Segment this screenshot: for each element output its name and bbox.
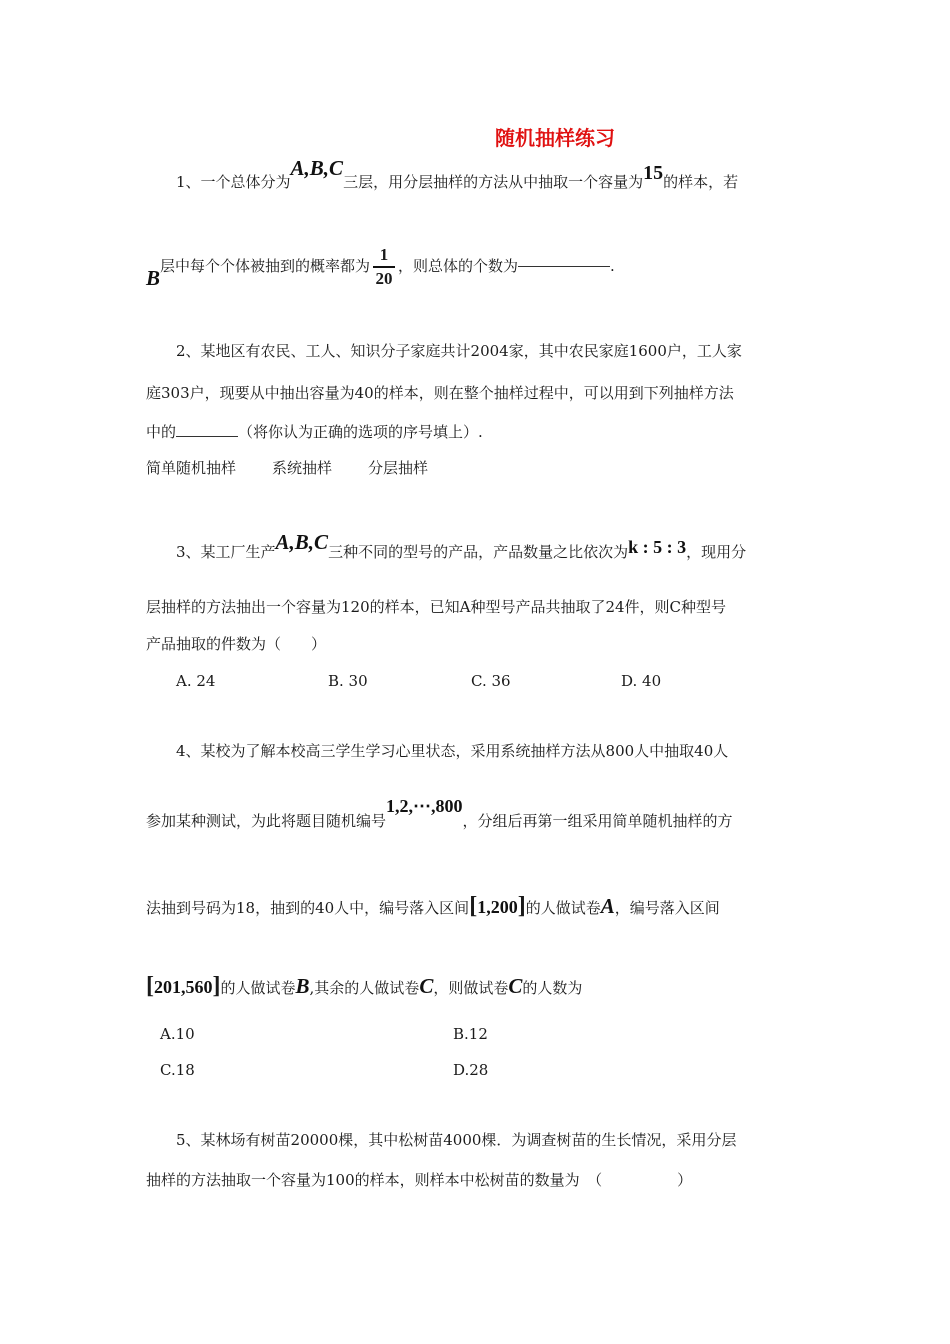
q3-option-c: C. 36	[471, 672, 511, 690]
q1-text: 的样本，若	[663, 173, 739, 191]
q1-frac-numerator: 1	[379, 245, 389, 264]
q4-line-2	[146, 796, 733, 830]
q1-text: .	[610, 257, 615, 276]
q2-option-3: 分层抽样	[368, 459, 429, 477]
q4-text: 法抽到号码为18，抽到的40人中，编号落入区间	[146, 899, 470, 917]
q4-math-interval-2: 201,560	[154, 977, 213, 997]
q4-math-range: 1,2,⋯,800	[386, 796, 463, 816]
q5-line-2: 抽样的方法抽取一个容量为100的样本，则样本中松树苗的数量为 （ ）	[146, 1171, 693, 1189]
q2-answer-blank[interactable]	[176, 436, 238, 437]
q3-option-b: B. 30	[328, 672, 368, 690]
q1-text: 层中每个个体被抽到的概率都为	[160, 257, 371, 276]
q3-text: ，现用分	[686, 543, 747, 561]
q1-text: 三层，用分层抽样的方法从中抽取一个容量为	[343, 173, 644, 191]
interval-bracket: ]	[212, 973, 221, 999]
q3-math-abc: A,B,C	[275, 530, 329, 554]
interval-bracket: [	[146, 973, 154, 999]
interval-bracket: ]	[517, 893, 526, 919]
q4-math-c: C	[419, 974, 434, 998]
q1-math-15: 15	[643, 162, 664, 184]
q3-text: 3、某工厂生产	[176, 543, 276, 561]
q2-line-1: 2、某地区有农民、工人、知识分子家庭共计2004家，其中农民家庭1600户，工人家	[176, 342, 742, 360]
q3-option-a: A. 24	[176, 672, 216, 690]
q4-line-3	[146, 894, 720, 918]
q2-options	[146, 461, 428, 476]
q3-line-3: 产品抽取的件数为（ ）	[146, 635, 327, 653]
q4-text: ，则做试卷	[433, 979, 509, 997]
q1-math-abc: A,B,C	[290, 156, 344, 180]
q1-answer-blank[interactable]	[518, 266, 610, 267]
q4-option-d: D.28	[453, 1061, 489, 1079]
q2-option-1: 简单随机抽样	[146, 459, 237, 477]
q2-line-2: 庭303户，现要从中抽出容量为40的样本，则在整个抽样过程中，可以用到下列抽样方法	[146, 384, 734, 402]
q4-option-a: A.10	[160, 1025, 195, 1043]
q4-text: 参加某种测试，为此将题目随机编号	[146, 812, 387, 830]
q5-line-1: 5、某林场有树苗20000棵，其中松树苗4000棵．为调查树苗的生长情况，采用分层	[176, 1131, 737, 1149]
q2-text: 中的	[146, 423, 177, 441]
q4-math-b: B	[295, 974, 310, 998]
q2-text: （将你认为正确的选项的序号填上）.	[238, 423, 483, 441]
question-1-line-2	[146, 245, 615, 291]
q1-text: ，则总体的个数为	[398, 257, 519, 276]
q1-fraction	[373, 246, 395, 288]
page-title: 随机抽样练习	[495, 126, 615, 150]
q3-text: 三种不同的型号的产品，产品数量之比依次为	[328, 543, 629, 561]
q4-text: 的人数为	[522, 979, 583, 997]
q4-line-4	[146, 974, 582, 998]
q3-option-d: D. 40	[621, 672, 662, 690]
q2-option-2: 系统抽样	[272, 459, 333, 477]
q1-math-b: B	[146, 266, 161, 291]
question-1-line-1	[176, 156, 739, 191]
q4-text: ，分组后再第一组采用简单随机抽样的方	[462, 812, 733, 830]
q3-line-1	[176, 530, 747, 561]
q1-frac-denominator: 20	[375, 268, 393, 288]
interval-bracket: [	[469, 893, 478, 919]
q4-text: 的人做试卷	[220, 979, 296, 997]
fraction-bar	[373, 266, 395, 268]
q4-math-a: A	[600, 894, 615, 918]
q4-option-b: B.12	[453, 1025, 488, 1043]
q4-line-1: 4、某校为了解本校高三学生学习心里状态，采用系统抽样方法从800人中抽取40人	[176, 742, 729, 760]
q4-option-c: C.18	[160, 1061, 195, 1079]
q1-text: 1、一个总体分为	[176, 173, 291, 191]
q4-text: 的人做试卷	[525, 899, 601, 917]
q4-text: ,其余的人做试卷	[309, 979, 420, 997]
q4-text: ，编号落入区间	[614, 899, 720, 917]
q4-math-interval-1: 1,200	[477, 897, 518, 917]
q2-line-3	[146, 425, 483, 440]
q3-math-ratio: k : 5 : 3	[628, 537, 687, 557]
q3-line-2: 层抽样的方法抽出一个容量为120的样本，已知A种型号产品共抽取了24件，则C种型号	[146, 598, 727, 616]
q4-math-c: C	[508, 974, 523, 998]
